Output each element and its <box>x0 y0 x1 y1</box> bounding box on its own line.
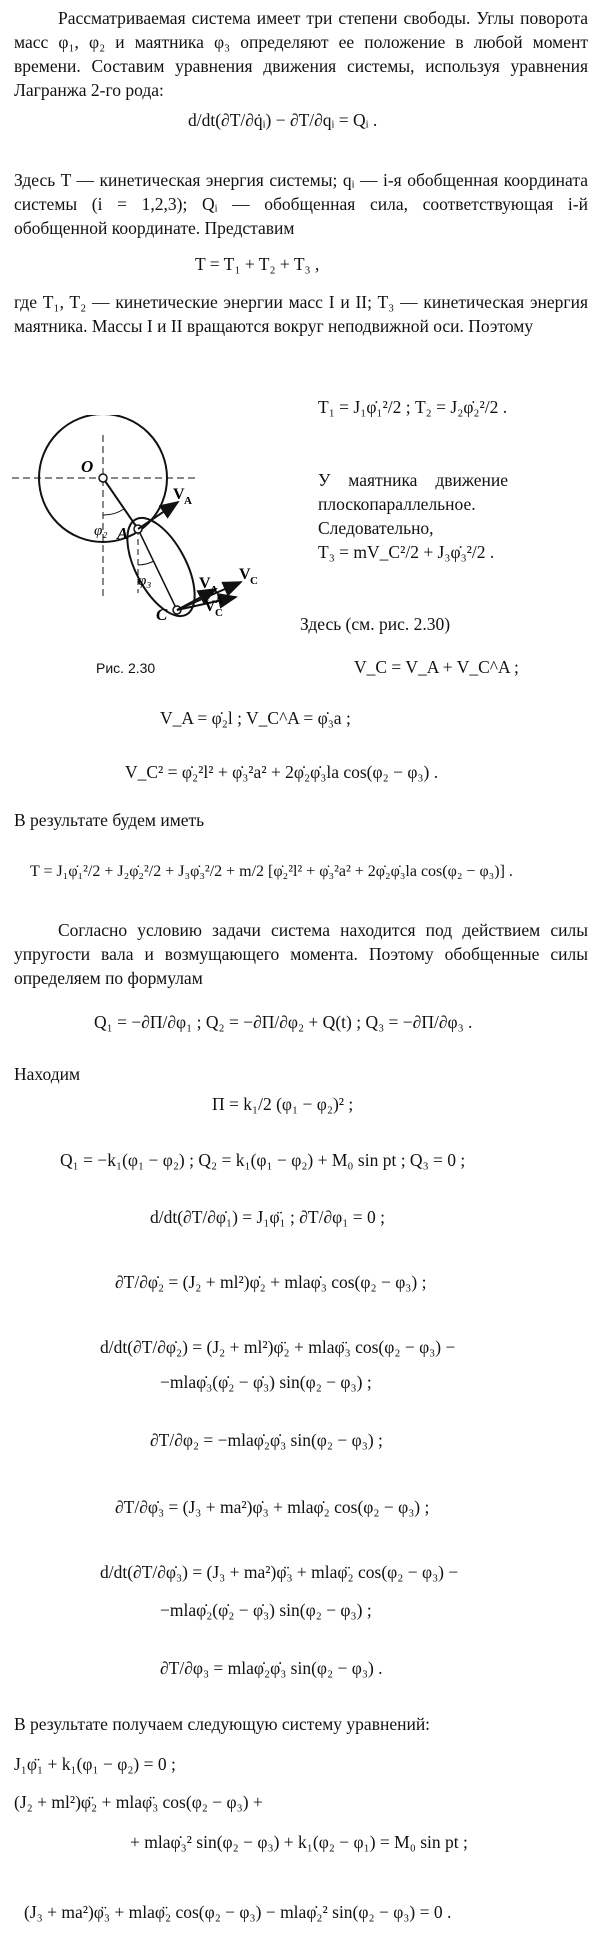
equation-T3: T₃ = mV_C²/2 + J₃φ̇₃²/2 . <box>318 542 495 562</box>
equation-T-sum: T = T₁ + T₂ + T₃ , <box>195 254 320 274</box>
figure-2-30 <box>6 415 276 665</box>
rod-AC <box>138 529 177 610</box>
equation-derivative-3a: d/dt(∂T/∂φ̇₂) = (J₂ + ml²)φ̈₂ + mlaφ̈₃ cos(φ₂ − φ₃) − <box>100 1337 456 1357</box>
equation-VA-VCA: V_A = φ̇₂l ; V_C^A = φ̇₃a ; <box>160 708 351 728</box>
paragraph-see-figure: Здесь (см. рис. 2.30) <box>300 614 451 634</box>
label-phi2: φ₂ <box>94 523 108 539</box>
point-O <box>99 474 107 482</box>
label-VA-top-sub: A <box>184 495 192 507</box>
equation-T-full: T = J₁φ̇₁²/2 + J₂φ̇₂²/2 + J₃φ̇₃²/2 + m/2 [φ̇₂²l² + φ̇₃²a² + 2φ̇₂φ̇₃la cos(φ₂ − φ₃)] . <box>30 863 513 880</box>
label-VA-C: V <box>199 575 211 592</box>
paragraph-energies: где T₁, T₂ — кинетические энергии масс I и II; T₃ — кинетическая энергия маятника. Массы I и II вращаются вокруг неподвижной оси. Поэтому <box>14 292 588 336</box>
label-VCA-sup: A <box>215 594 223 606</box>
equation-derivative-5: ∂T/∂φ̇₃ = (J₃ + ma²)φ̇₃ + mlaφ̇₂ cos(φ₂ − φ₃) ; <box>115 1497 430 1517</box>
paragraph-definitions: Здесь T — кинетическая энергия системы; qᵢ — i-я обобщенная координата системы (i = 1,2,3); Qᵢ — обобщенная сила, соответствующая i-й обобщенной координате. Представим <box>14 170 588 238</box>
label-VC: V <box>239 566 251 583</box>
equation-T1-T2: T₁ = J₁φ̇₁²/2 ; T₂ = J₂φ̇₂²/2 . <box>318 397 508 417</box>
equation-derivative-7: ∂T/∂φ₃ = mlaφ̇₂φ̇₃ sin(φ₂ − φ₃) . <box>160 1658 383 1678</box>
equation-derivative-2: ∂T/∂φ̇₂ = (J₂ + ml²)φ̇₂ + mlaφ̇₃ cos(φ₂ − φ₃) ; <box>115 1272 427 1292</box>
paragraph-intro: Рассматриваемая система имеет три степени свободы. Углы поворота масс φ₁, φ₂ и маятника φ₃ определяют ее положение в любой момент времени. Составим уравнения движения системы, используя уравнения Лагранжа 2-го рода: <box>14 8 588 100</box>
figure-caption: Рис. 2.30 <box>96 660 156 676</box>
equation-VC-vector: V_C = V_A + V_C^A ; <box>354 657 519 677</box>
equation-derivative-3b: −mlaφ̇₃(φ̇₂ − φ̇₃) sin(φ₂ − φ₃) ; <box>160 1372 372 1392</box>
angle-arc-phi2 <box>103 509 124 515</box>
label-A: A <box>117 524 129 543</box>
label-VCA: V <box>204 598 216 615</box>
equation-potential: П = k₁/2 (φ₁ − φ₂)² ; <box>212 1094 354 1114</box>
equation-derivative-6a: d/dt(∂T/∂φ̇₃) = (J₃ + ma²)φ̈₃ + mlaφ̈₂ cos(φ₂ − φ₃) − <box>100 1562 459 1582</box>
equation-Q-values: Q₁ = −k₁(φ₁ − φ₂) ; Q₂ = k₁(φ₁ − φ₂) + M₀ sin pt ; Q₃ = 0 ; <box>60 1150 466 1170</box>
label-C: C <box>156 605 168 624</box>
paragraph-forces: Согласно условию задачи система находится под действием силы упругости вала и возмущающего момента. Поэтому обобщенные силы определяем по формулам <box>14 920 588 988</box>
label-VC-sub: C <box>250 575 258 587</box>
label-O: O <box>81 457 94 476</box>
equation-derivative-4: ∂T/∂φ₂ = −mlaφ̇₂φ̇₃ sin(φ₂ − φ₃) ; <box>150 1430 383 1450</box>
equation-derivative-1: d/dt(∂T/∂φ̇₁) = J₁φ̈₁ ; ∂T/∂φ₁ = 0 ; <box>150 1207 385 1227</box>
paragraph-system: В результате получаем следующую систему уравнений: <box>14 1714 431 1734</box>
label-VA-C-sub: A <box>210 584 218 596</box>
equation-VC-squared: V_C² = φ̇₂²l² + φ̇₃²a² + 2φ̇₂φ̇₃la cos(φ₂ − φ₃) . <box>125 762 439 782</box>
label-VA-top: V <box>173 486 185 503</box>
equation-system-3: (J₃ + ma²)φ̈₃ + mlaφ̈₂ cos(φ₂ − φ₃) − mlaφ̇₂² sin(φ₂ − φ₃) = 0 . <box>24 1902 452 1922</box>
angle-arc-phi3 <box>138 561 154 565</box>
equation-lagrange: d/dt(∂T/∂q̇ᵢ) − ∂T/∂qᵢ = Qᵢ . <box>188 110 378 130</box>
label-VCA-sub: C <box>215 607 223 619</box>
label-phi3: φ₃ <box>138 573 152 589</box>
equation-derivative-6b: −mlaφ̇₂(φ̇₂ − φ̇₃) sin(φ₂ − φ₃) ; <box>160 1600 372 1620</box>
equation-system-2b: + mlaφ̇₃² sin(φ₂ − φ₃) + k₁(φ₂ − φ₁) = M₀ sin pt ; <box>130 1832 468 1852</box>
equation-Q-def: Q₁ = −∂П/∂φ₁ ; Q₂ = −∂П/∂φ₂ + Q(t) ; Q₃ = −∂П/∂φ₃ . <box>94 1012 473 1032</box>
equation-system-2a: (J₂ + ml²)φ̈₂ + mlaφ̈₃ cos(φ₂ − φ₃) + <box>14 1792 263 1812</box>
paragraph-find: Находим <box>14 1064 81 1084</box>
paragraph-pendulum: У маятника движение плоскопараллельное. Следовательно, <box>318 470 508 538</box>
paragraph-result: В результате будем иметь <box>14 810 205 830</box>
equation-system-1: J₁φ̈₁ + k₁(φ₁ − φ₂) = 0 ; <box>14 1754 176 1774</box>
